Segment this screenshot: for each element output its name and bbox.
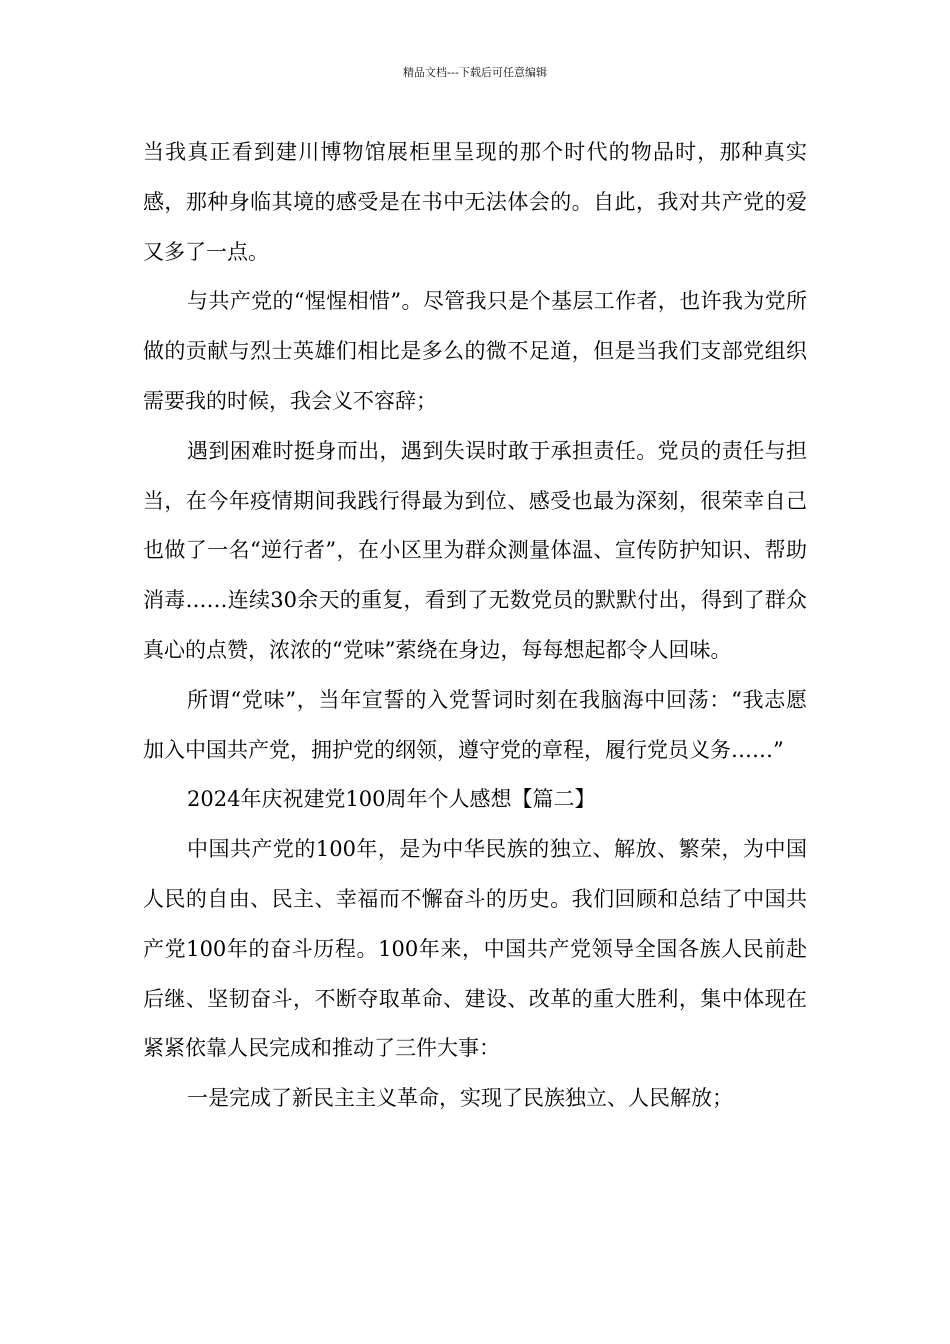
document-body bbox=[143, 128, 807, 1124]
paragraph: 当我真正看到建川博物馆展柜里呈现的那个时代的物品时，那种真实感，那种身临其境的感受是在书中无法体会的。自此，我对共产党的爱又多了一点。 bbox=[143, 140, 807, 264]
paragraph: 与共产党的“惺惺相惜”。尽管我只是个基层工作者，也许我为党所做的贡献与烈士英雄们相比是多么的微不足道，但是当我们支部党组织需要我的时候，我会义不容辞； bbox=[143, 289, 807, 413]
paragraph: 一是完成了新民主主义革命，实现了民族独立、人民解放； bbox=[187, 1086, 733, 1111]
paragraph: 遇到困难时挺身而出，遇到失误时敢于承担责任。党员的责任与担当，在今年疫情期间我践行得最为到位、感受也最为深刻，很荣幸自己也做了一名“逆行者”，在小区里为群众测量体温、宣传防护知识、帮助消毒……连续30余天的重复，看到了无数党员的默默付出，得到了群众真心的点赞，浓浓的“党味”萦绕在身边，每每想起都令人回味。 bbox=[143, 438, 807, 662]
page-header: 精品文档---下载后可任意编辑 bbox=[403, 66, 547, 79]
section-heading: 2024年庆祝建党100周年个人感想【篇二】 bbox=[187, 787, 596, 812]
paragraph: 所谓“党味”，当年宣誓的入党誓词时刻在我脑海中回荡：“我志愿加入中国共产党，拥护党的纲领，遵守党的章程，履行党员义务……” bbox=[143, 687, 807, 762]
paragraph: 中国共产党的100年，是为中华民族的独立、解放、繁荣，为中国人民的自由、民主、幸福而不懈奋斗的历史。我们回顾和总结了中国共产党100年的奋斗历程。100年来，中国共产党领导全国各族人民前赴后继、坚韧奋斗，不断夺取革命、建设、改革的重大胜利，集中体现在紧紧依靠人民完成和推动了三件大事： bbox=[143, 837, 807, 1061]
